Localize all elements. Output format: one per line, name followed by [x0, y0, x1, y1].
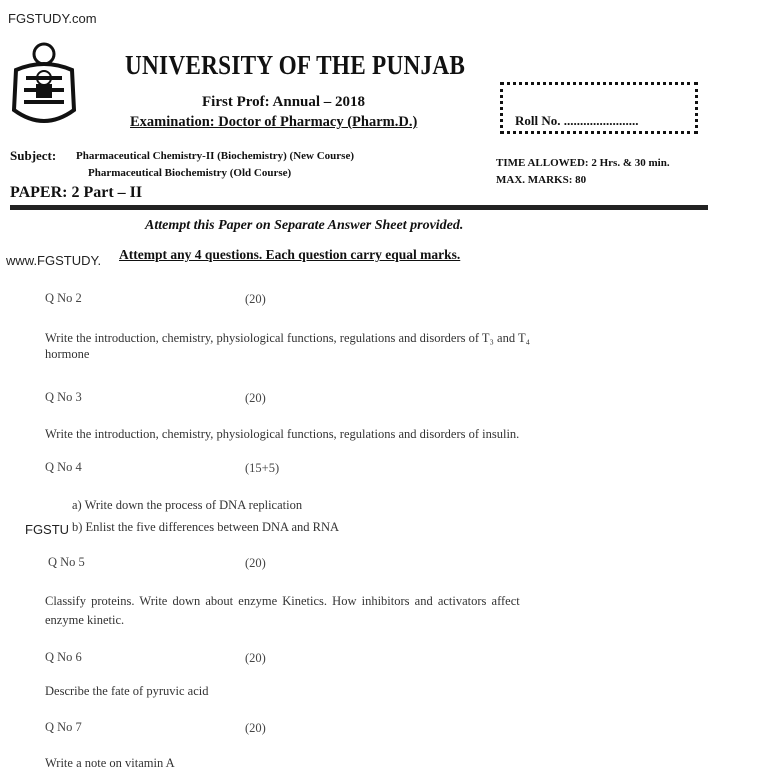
- question-number: Q No 5: [48, 555, 85, 569]
- question-text: Write the introduction, chemistry, physiological functions, regulations and disorders of insulin.: [45, 427, 520, 441]
- university-logo-icon: [8, 40, 80, 128]
- question-marks: (20): [245, 391, 266, 405]
- question-marks: (20): [245, 651, 266, 665]
- watermark-lower: FGSTU: [25, 522, 70, 537]
- examination-title: Examination: Doctor of Pharmacy (Pharm.D.): [130, 114, 418, 130]
- question-number: Q No 4: [45, 460, 82, 474]
- question-part: a) Write down the process of DNA replication: [72, 498, 303, 512]
- question-number: Q No 3: [45, 390, 82, 404]
- instruction-answer-sheet: Attempt this Paper on Separate Answer Sheet provided.: [145, 218, 464, 233]
- max-marks: MAX. MARKS: 80: [496, 174, 587, 186]
- paper-label: PAPER: 2 Part – II: [10, 184, 143, 201]
- watermark-top: FGSTUDY.com: [8, 11, 97, 26]
- question-number: Q No 2: [45, 291, 82, 305]
- question-text: Write the introduction, chemistry, physiological functions, regulations and disorders of T₃ and T₄: [45, 331, 530, 345]
- question-marks: (20): [245, 292, 266, 306]
- question-text: Write a note on vitamin A: [45, 756, 175, 770]
- university-title: UNIVERSITY OF THE PUNJAB: [125, 50, 466, 80]
- question-text: Describe the fate of pyruvic acid: [45, 684, 209, 698]
- subject-old-course: Pharmaceutical Biochemistry (Old Course): [88, 167, 292, 179]
- exam-session: First Prof: Annual – 2018: [202, 94, 366, 110]
- question-marks: (20): [245, 556, 266, 570]
- question-marks: (15+5): [245, 461, 280, 475]
- question-number: Q No 6: [45, 650, 82, 664]
- header-divider: [10, 205, 708, 210]
- subject-new-course: Pharmaceutical Chemistry-II (Biochemistry) (New Course): [76, 150, 354, 162]
- question-marks: (20): [245, 721, 266, 735]
- time-allowed: TIME ALLOWED: 2 Hrs. & 30 min.: [496, 157, 670, 169]
- question-number: Q No 7: [45, 720, 82, 734]
- subject-label: Subject:: [10, 148, 57, 163]
- roll-number-label: Roll No. .......................: [515, 113, 639, 128]
- question-text: hormone: [45, 347, 90, 361]
- question-part: b) Enlist the five differences between DNA and RNA: [72, 520, 340, 534]
- question-text: Classify proteins. Write down about enzyme Kinetics. How inhibitors and activators affect: [45, 594, 520, 608]
- question-text: enzyme kinetic.: [45, 613, 125, 627]
- watermark-mid: www.FGSTUDY.: [6, 253, 102, 268]
- instruction-attempt: Attempt any 4 questions. Each question carry equal marks.: [119, 247, 461, 262]
